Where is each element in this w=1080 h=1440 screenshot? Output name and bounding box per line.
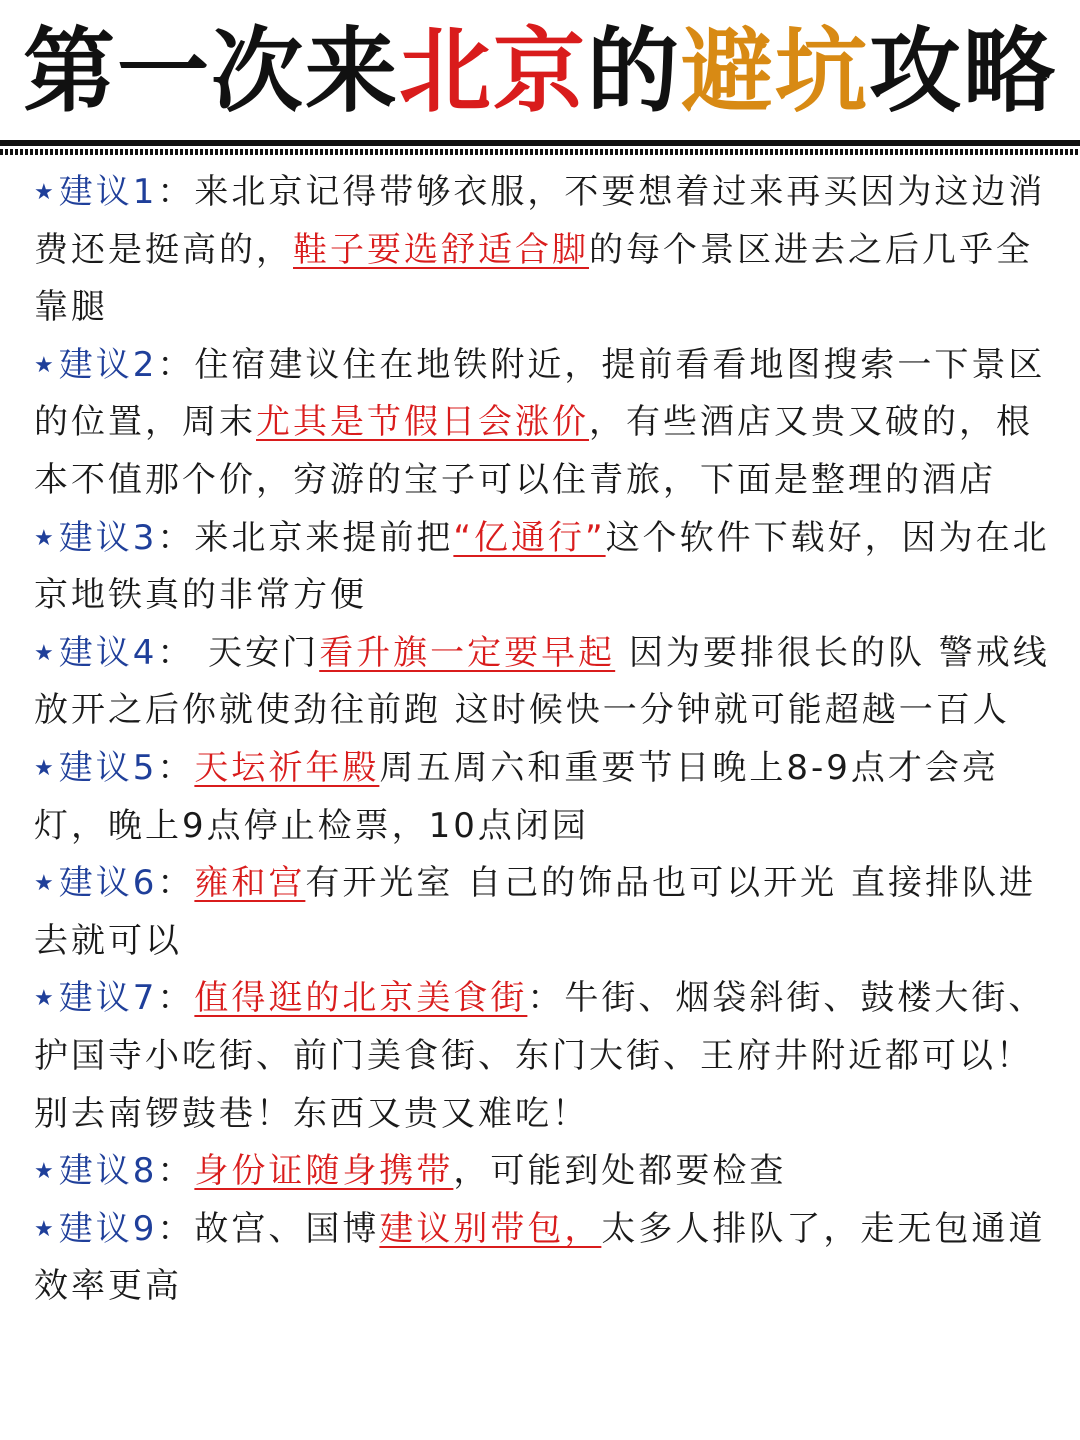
title-part-4: 避坑 [681, 18, 870, 125]
tip-2: ★建议2：住宿建议住在地铁附近，提前看看地图搜索一下景区的位置，周末尤其是节假日会涨价，有些酒店又贵又破的，根本不值那个价，穷游的宝子可以住青旅，下面是整理的酒店 [34, 344, 1046, 500]
star-icon: ★ [34, 986, 57, 1012]
tip-label: ★建议3 [34, 517, 158, 558]
tip-highlight: 看升旗一定要早起 [319, 632, 616, 673]
star-icon: ★ [34, 1159, 57, 1185]
star-icon: ★ [34, 1216, 57, 1242]
tip-label: ★建议5 [34, 747, 158, 788]
tip-label: ★建议6 [34, 863, 158, 904]
tips-list [34, 164, 1050, 1316]
tip-label: ★建议8 [34, 1151, 158, 1192]
tip-label: ★建议7 [34, 978, 158, 1019]
title-divider-dotted [0, 149, 1080, 155]
title-divider-solid [0, 140, 1080, 146]
tip-label: ★建议1 [34, 172, 158, 212]
tip-7: ★建议7：值得逛的北京美食街：牛街、烟袋斜街、鼓楼大街、护国寺小吃街、前门美食街、东门大街、王府井附近都可以！别去南锣鼓巷！东西又贵又难吃！ [34, 978, 1046, 1134]
tip-label: ★建议2 [34, 344, 158, 385]
tip-highlight: 天坛祈年殿 [194, 747, 380, 788]
tip-8: ★建议8：身份证随身携带，可能到处都要检查 [34, 1151, 787, 1192]
tip-highlight: 身份证随身携带 [194, 1151, 454, 1192]
tip-3: ★建议3：来北京来提前把“亿通行”这个软件下载好，因为在北京地铁真的非常方便 [34, 517, 1050, 616]
title-part-1: 第一次来 [22, 18, 399, 125]
title-part-2: 北京 [398, 18, 587, 125]
page-title [0, 18, 1080, 126]
tip-label: ★建议9 [34, 1208, 158, 1249]
tip-4: ★建议4： 天安门看升旗一定要早起 因为要排很长的队 警戒线放开之后你就使劲往前跑 这时候快一分钟就可能超越一百人 [34, 632, 1050, 731]
tip-5: ★建议5：天坛祈年殿周五周六和重要节日晚上8-9点才会亮灯，晚上9点停止检票，10点闭园 [34, 747, 999, 846]
tip-6: ★建议6：雍和宫有开光室 自己的饰品也可以开光 直接排队进去就可以 [34, 863, 1036, 961]
star-icon: ★ [34, 180, 57, 205]
star-icon: ★ [34, 525, 57, 551]
star-icon: ★ [34, 352, 57, 378]
tip-1: ★建议1：来北京记得带够衣服，不要想着过来再买因为这边消费还是挺高的，鞋子要选舒适合脚的每个景区进去之后几乎全靠腿 [34, 172, 1046, 328]
tip-highlight: 建议别带包， [379, 1208, 602, 1249]
star-icon: ★ [34, 640, 57, 666]
tip-label: ★建议4 [34, 632, 158, 673]
tip-highlight: “亿通行” [453, 517, 606, 558]
tip-highlight: 值得逛的北京美食街 [194, 978, 528, 1019]
tip-highlight: 鞋子要选舒适合脚 [293, 229, 589, 270]
tip-highlight: 雍和宫 [194, 863, 306, 904]
title-part-5: 攻略 [869, 18, 1058, 125]
tip-highlight: 尤其是节假日会涨价 [256, 402, 589, 443]
star-icon: ★ [34, 871, 57, 897]
star-icon: ★ [34, 755, 57, 781]
tip-9: ★建议9：故宫、国博建议别带包，太多人排队了，走无包通道效率更高 [34, 1208, 1046, 1307]
title-part-3: 的 [586, 18, 681, 125]
